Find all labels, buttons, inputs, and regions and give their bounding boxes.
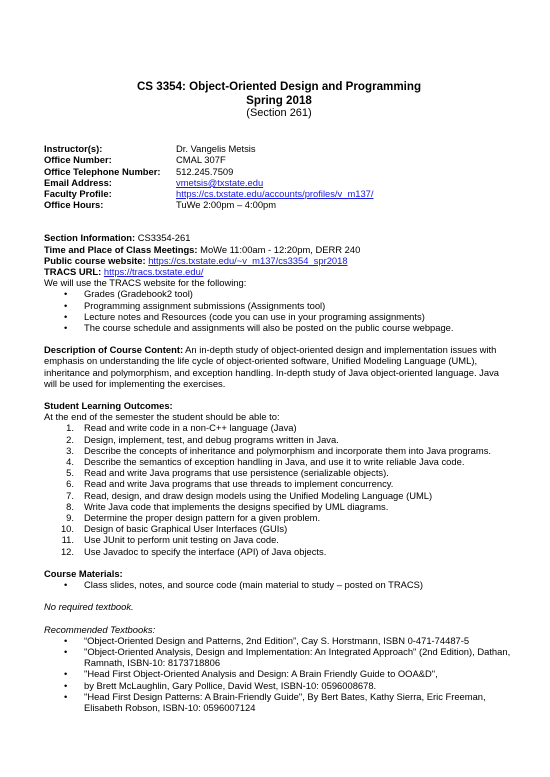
outcome-text: Determine the proper design pattern for a given problem. [84,512,321,524]
textbook-item: • by Brett McLaughlin, Gary Pollice, David West, ISBN-10: 0596008678. [44,680,514,691]
outcome-number: 12. [60,545,74,557]
info-row [44,188,374,199]
info-link[interactable]: https://cs.txstate.edu/accounts/profiles/v_m137/ [176,188,374,199]
info-key: Office Telephone Number: [44,165,161,177]
outcome-text: Read, design, and draw design models using the Unified Modeling Language (UML) [84,489,433,501]
outcome-item [44,512,514,523]
outcome-number: 9. [66,512,74,524]
textbook-item: • "Object-Oriented Analysis, Design and Implementation: An Integrated Approach" (2nd Edition), Dathan, Ramnath, ISBN-10: 8173718806 [44,646,514,668]
outcome-item [44,490,514,501]
course-title: CS 3354: Object-Oriented Design and Programming [136,80,422,93]
tracs-use-item: • The course schedule and assignments will also be posted on the public course webpage. [44,322,514,333]
tracs-use-item: • Grades (Gradebook2 tool) [44,288,514,299]
outcome-number: 1. [66,422,74,434]
info-value [176,188,374,199]
syllabus-page [44,80,514,713]
info-value: CMAL 307F [176,154,226,166]
info-row [44,166,374,177]
tracs-use-item: • Lecture notes and Resources (code you can use in your programing assignments) [44,311,514,322]
outcome-number: 6. [66,478,74,490]
outcome-item [44,546,514,557]
tracs-url-link[interactable]: https://tracs.txstate.edu/ [103,266,204,278]
outcome-text: Describe the concepts of inheritance and polymorphism and incorporate them into Java programs. [84,444,491,456]
outcome-item [44,445,514,456]
outcomes-list [44,422,514,556]
material-item: • Class slides, notes, and source code (main material to study – posted on TRACS) [44,579,514,590]
outcome-number: 3. [66,444,74,456]
recommended-textbooks-list [44,635,514,713]
outcomes-heading: Student Learning Outcomes: [44,400,173,412]
outcome-number: 2. [66,433,74,445]
info-value [176,177,374,188]
info-row [44,154,374,165]
public-website [44,255,514,266]
textbook-item: • "Head First Object-Oriented Analysis and Design: A Brain Friendly Guide to OOA&D", [44,668,514,679]
info-value: TuWe 2:00pm – 4:00pm [176,199,277,211]
course-description [44,344,514,389]
outcome-text: Describe the semantics of exception handling in Java, and use it to write reliable Java code. [84,456,465,468]
tracs-url-label: TRACS URL: [44,266,102,278]
no-textbook-note: No required textbook. [44,601,134,613]
class-meetings-value: MoWe 11:00am - 12:20pm, DERR 240 [197,243,361,255]
section-information [44,232,514,243]
outcome-text: Use Javadoc to specify the interface (API) of Java objects. [84,545,327,557]
section-info-label: Section Information: [44,232,136,244]
outcome-number: 11. [61,534,74,546]
outcome-number: 8. [66,500,74,512]
outcome-number: 4. [66,456,74,468]
outcome-text: Read and write Java programs that use persistence (serializable objects). [84,467,389,479]
info-row [44,199,374,210]
instructor-info-table [44,143,374,210]
outcome-number: 7. [66,489,74,501]
class-meetings [44,244,514,255]
info-key: Faculty Profile: [44,188,112,199]
outcome-item [44,501,514,512]
description-text: An in-depth study of object-oriented design and implementation issues with emphasis on understanding the life cycle of object-oriented software, Unified Modeling Language (UML), inheritance and polymorphism, and exception handling. In-depth study of Java object-oriented language. Java will be used for implementing the exercises. [44,344,499,389]
textbook-item: • “Object-Oriented Design and Patterns, 2nd Edition”, Cay S. Horstmann, ISBN 0-471-74487-5 [44,635,514,646]
info-key: Instructor(s): [44,143,103,155]
outcome-item [44,534,514,545]
outcome-text: Design, implement, test, and debug programs written in Java. [84,433,339,445]
info-row [44,177,374,188]
info-row [44,143,374,154]
outcome-item [44,422,514,433]
description-label: Description of Course Content: [44,344,184,356]
recommended-heading: Recommended Textbooks: [44,623,156,635]
class-meetings-label: Time and Place of Class Meetings: [44,243,198,255]
public-website-label: Public course website: [44,254,146,266]
info-link[interactable]: vmetsis@txstate.edu [176,176,264,188]
outcome-text: Read and write code in a non-C++ language (Java) [84,422,297,434]
materials-list [44,579,514,590]
outcome-text: Write Java code that implements the designs specified by UML diagrams. [84,500,389,512]
textbook-item: • "Head First Design Patterns: A Brain-Friendly Guide", By Bert Bates, Kathy Sierra, Eric Freeman, Elisabeth Robson, ISBN-10: 0596007124 [44,691,514,713]
outcome-number: 10. [60,523,74,535]
course-section: (Section 261) [246,107,312,120]
tracs-uses-list [44,288,514,333]
outcome-text: Read and write Java programs that use threads to implement concurrency. [84,478,394,490]
outcome-text: Use JUnit to perform unit testing on Java code. [84,534,279,546]
outcomes-intro: At the end of the semester the student should be able to: [44,411,280,423]
info-key: Email Address: [44,176,112,188]
outcome-text: Design of basic Graphical User Interfaces (GUIs) [84,523,288,535]
public-website-link[interactable]: https://cs.txstate.edu/~v_m137/cs3354_spr2018 [148,254,348,266]
info-value: 512.245.7509 [176,165,234,177]
tracs-intro: We will use the TRACS website for the following: [44,277,247,289]
outcome-item [44,456,514,467]
course-term: Spring 2018 [246,93,312,107]
outcome-number: 5. [66,467,74,479]
materials-heading: Course Materials: [44,567,123,579]
tracs-use-item: • Programming assignment submissions (Assignments tool) [44,300,514,311]
info-key: Office Number: [44,154,112,166]
section-info-value: CS3354-261 [135,232,191,244]
outcome-item [44,523,514,534]
info-value: Dr. Vangelis Metsis [176,143,256,155]
outcome-item [44,467,514,478]
outcome-item [44,434,514,445]
tracs-url [44,266,514,277]
outcome-item [44,478,514,489]
info-key: Office Hours: [44,199,104,211]
